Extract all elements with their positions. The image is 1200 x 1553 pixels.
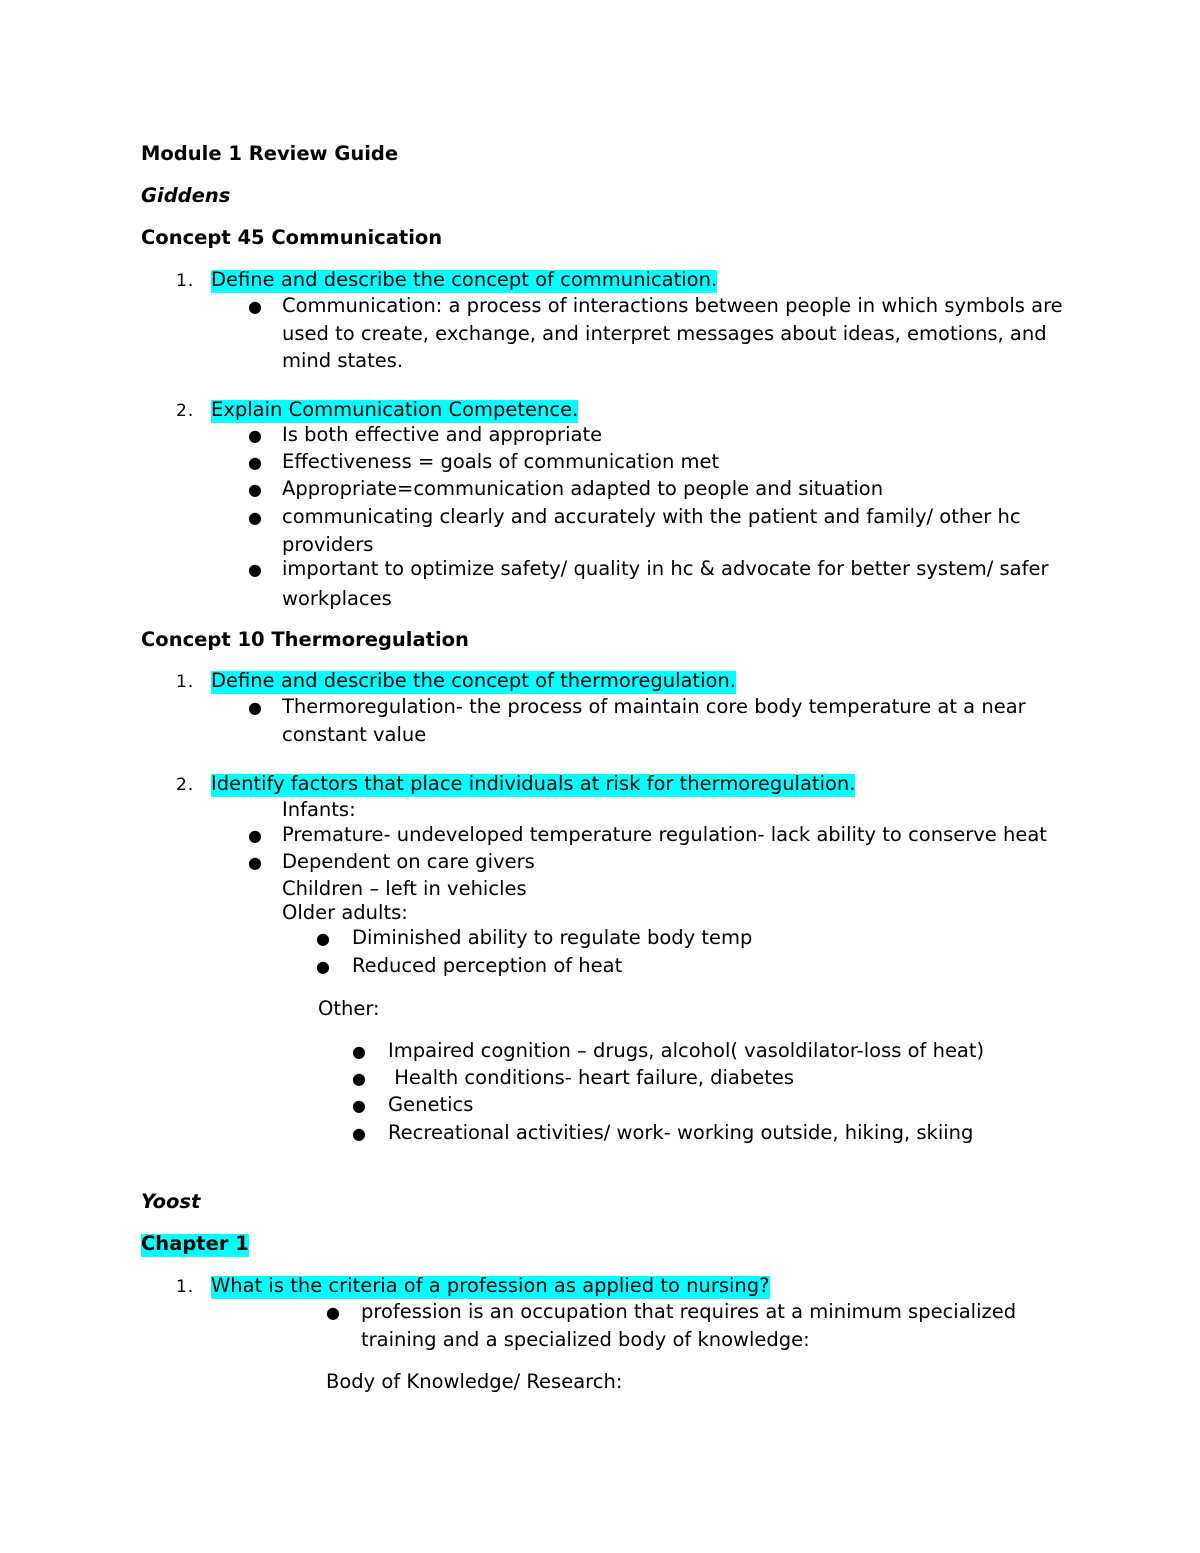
bullet-text-line: Recreational activities/ work- working outside, hiking, skiing [388,1121,974,1144]
bullet-icon: ● [316,957,330,976]
bullet-icon: ● [248,297,262,316]
bullet-text-line: Health conditions- heart failure, diabetes [388,1066,795,1089]
question-number: 1. [176,1277,195,1297]
document-title: Module 1 Review Guide [141,142,399,165]
bullet-text-line: constant value [282,723,427,746]
bullet-text-line: used to create, exchange, and interpret messages about ideas, emotions, and [282,322,1047,345]
bullet-icon: ● [248,453,262,472]
highlighted-question: Define and describe the concept of thermoregulation. [211,669,736,692]
highlighted-question: Define and describe the concept of communication. [211,268,718,291]
bullet-text-line: mind states. [282,349,404,372]
question-number: 2. [176,401,195,421]
bullet-text-line: Appropriate=communication adapted to people and situation [282,477,884,500]
bullet-text-line: profession is an occupation that requires at a minimum specialized [361,1300,1017,1323]
bullet-text-line: Effectiveness = goals of communication met [282,450,720,473]
highlighted-question: Explain Communication Competence. [211,398,579,421]
bullet-icon: ● [248,826,262,845]
bullet-icon: ● [248,508,262,527]
question-number: 1. [176,672,195,692]
bullet-text-line: important to optimize safety/ quality in hc & advocate for better system/ safer [282,557,1049,580]
bullet-icon: ● [248,480,262,499]
bullet-text-line: workplaces [282,587,392,610]
bullet-text-line: training and a specialized body of knowledge: [361,1328,810,1351]
bullet-text-line: providers [282,533,374,556]
subgroup-label-infants: Infants: [282,798,356,821]
section-heading-concept-45: Concept 45 Communication [141,226,443,249]
bullet-icon: ● [248,426,262,445]
source-heading-giddens: Giddens [141,184,231,207]
bullet-icon: ● [352,1042,366,1061]
subgroup-label-older-adults: Older adults: [282,901,408,924]
subgroup-label-other: Other: [318,997,380,1020]
bullet-text-line: Thermoregulation- the process of maintain core body temperature at a near [282,695,1026,718]
bullet-icon: ● [316,929,330,948]
bullet-text-line: Reduced perception of heat [352,954,623,977]
bullet-text-line: Genetics [388,1093,474,1116]
bullet-icon: ● [248,698,262,717]
bullet-text-line: communicating clearly and accurately with the patient and family/ other hc [282,505,1021,528]
subgroup-label-children: Children – left in vehicles [282,877,527,900]
bullet-text-line: Dependent on care givers [282,850,535,873]
bullet-icon: ● [352,1096,366,1115]
question-number: 2. [176,775,195,795]
bullet-text-line: Impaired cognition – drugs, alcohol( vasoldilator-loss of heat) [388,1039,985,1062]
highlighted-question: Identify factors that place individuals at risk for thermoregulation. [211,772,856,795]
bullet-text-line: Communication: a process of interactions between people in which symbols are [282,294,1063,317]
bullet-icon: ● [352,1069,366,1088]
section-heading-concept-10: Concept 10 Thermoregulation [141,628,469,651]
highlighted-question: What is the criteria of a profession as applied to nursing? [211,1274,770,1297]
bullet-icon: ● [248,853,262,872]
chapter-heading: Chapter 1 [141,1232,249,1255]
subsection-label: Body of Knowledge/ Research: [326,1370,623,1393]
bullet-text-line: Premature- undeveloped temperature regulation- lack ability to conserve heat [282,823,1047,846]
bullet-icon: ● [248,560,262,579]
bullet-icon: ● [326,1303,340,1322]
bullet-text-line: Is both effective and appropriate [282,423,603,446]
question-number: 1. [176,271,195,291]
bullet-icon: ● [352,1124,366,1143]
bullet-text-line: Diminished ability to regulate body temp [352,926,753,949]
source-heading-yoost: Yoost [141,1190,201,1213]
